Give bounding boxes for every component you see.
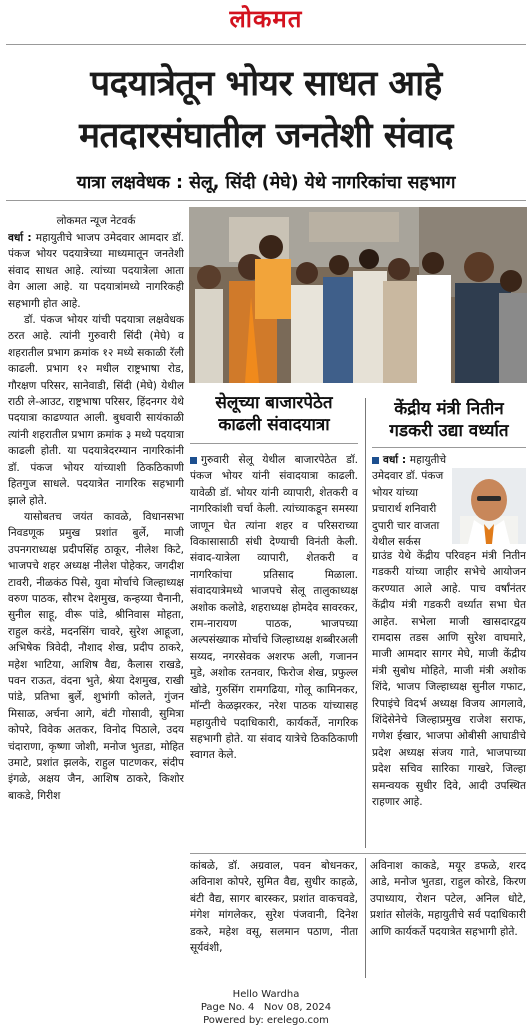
continuation-column-2 (190, 858, 358, 982)
headline-line-2: मतदारसंघातील जनतेशी संवाद (79, 116, 453, 156)
gadkari-article-body (372, 548, 526, 850)
bullet-square-icon (372, 457, 379, 464)
subheadline: यात्रा लक्षवेधक : सेलू, सिंदी (मेघे) येथे नागरिकांचा सहभाग (76, 173, 456, 193)
selu-headline-2: काढली संवादयात्रा (218, 415, 330, 435)
continuation-column-3 (370, 858, 526, 982)
selu-body-text: गुरुवारी सेलू येथील बाजारपेठेत डॉ. पंकज भोयर यांनी संवादयात्रा काढली. यावेळी डॉ. भोयर यांनी व्यापारी, शेतकरी व नागरिकांशी चर्चा केली. त्यांच्याकडून समस्या जाणून घेत त्यांना शहर व परिसराच्या विकासासाठी संधी देण्याची विनंती केली. संवाद-यात्रेला व्यापारी, शेतकरी व नागरिकांचा प्रतिसाद मिळाला. संवादयात्रेमध्ये भाजपचे सेलू तालुकाध्यक्ष अशोक कलोडे, शहराध्यक्ष होमदेव सावरकर, राम-नारायण पाठक, भाजपच्या अल्पसंख्याक मोर्चाचे जिल्हाध्यक्ष शब्बीरअली सय्यद, नगरसेवक अशरफ अली, गजानन मुडे, अशोक रतनवार, फिरोज शेख, प्रफुल्ल खोडे, गुरुसिंग रामगढिया, गोलू कामिनकर, मॉन्टी केळझरकर, नरेश पाठक यांच्यासह महायुतीचे पदाधिकारी, कार्यकर्ते, नागरिक सहभागी होते. या संवाद यात्रेचे ठिकठिकाणी स्वागत केले. (190, 454, 358, 762)
gadkari-headline-2: गडकरी उद्या वर्ध्यात (389, 421, 509, 441)
subheadline-divider (6, 200, 526, 201)
gadkari-dateline: वर्धा (383, 454, 399, 466)
page-footer (0, 988, 532, 1027)
bullet-square-icon (190, 457, 197, 464)
continuation-separator (365, 858, 366, 978)
gadkari-body-text: ग्राउंड येथे केंद्रीय परिवहन मंत्री नितीन गडकरी यांच्या जाहीर सभेचे आयोजन करण्यात आले आहे. पाच वर्षांनंतर केंद्रीय मंत्री गडकरी वर्ध्यात सभा घेत आहेत. सभेला माजी खासदारद्वय रामदास तडस आणि सुरेश वाघमारे, माजी आमदार सागर मेघे, माजी केंद्रीय मंत्री सुबोध मोहिते, माजी मंत्री अशोक शिंदे, भाजप जिल्हाध्यक्ष सुनील गफाट, रिपाइंचे विदर्भ अध्यक्ष विजय आगलावे, शिंदेसेनेचे जिल्हाप्रमुख राजेश सराफ, गणेश ईखार, भाजपा ओबीसी आघाडीचे प्रदेश अध्यक्ष संजय गाते, भाजपाच्या प्रदेश सचिव सारिका गाखरे, जिल्हा समन्वयक सुधीर दिवे, आदी उपस्थित राहणार आहे. (372, 550, 526, 809)
rally-photo-illustration (189, 207, 527, 383)
continuation-col2-text: कांबळे, डॉ. अग्रवाल, पवन बोधनकर, अविनाश कोपरे, सुमित वैद्य, सुधीर काहळे, बंटी वैद्य, सागर बारस्कर, प्रशांत वाकचवडे, मंगेश मांगलेकर, सुरेश पंजवानी, दिनेश डकरे, महेश वसू, सलमान पठाण, नीता सूर्यवंशी, (190, 860, 358, 955)
main-para-2: डॉ. पंकज भोयर यांची पदयात्रा लक्षवेधक ठरत आहे. त्यांनी गुरुवारी सिंदी (मेघे) व शहरातील प्रभाग क्रमांक १२ मध्ये सकाळी रॅली काढली. प्रभाग १२ मधील राष्ट्रभाषा रोड, गौरक्षण परिसर, सानेवाडी, सिंदी (मेघे) येथील राठी ले-आउट, राष्ट्रभाषा परिसर, हिंदनगर येथे पदयात्रा काढण्यात आली. बुधवारी सायंकाळी त्यांनी शहरातील प्रभाग क्रमांक ३ मध्ये पदयात्रा काढली होती. या पदयात्रेदरम्यान नागरिकांनी डॉ. पंकज भोयर यांच्याशी ठिकठिकाणी हितगुज साधले. पदयात्रेत नागरिक सहभागी झाले होते. (8, 314, 184, 507)
continuation-divider (190, 853, 526, 854)
gadkari-lead: वर्धा : महायुतीचे उमेदवार डॉ. पंकज भोयर यांच्या प्रचारार्थ शनिवारी दुपारी चार वाजता येथील सर्कस (372, 454, 447, 548)
masthead-divider (6, 44, 526, 45)
byline: लोकमत न्यूज नेटवर्क (56, 215, 136, 227)
gadkari-divider (372, 447, 526, 448)
main-article-column: वर्धा : महायुतीचे भाजप उमेदवार आमदार डॉ. पंकज भोयर पदयात्रेच्या माध्यमातून जनतेशी संवाद साधत आहे. त्यांच्या पदयात्रेला आता वेग आला आहे. या पदयात्रांमध्ये नागरिकही सहभागी होत आहे. डॉ. पंकज भोयर यांची पदयात्रा लक्षवेधक ठरत आहे. त्यांनी गुरुवारी सिंदी (मेघे) व शहरातील प्रभाग क्रमांक १२ मध्ये सकाळी रॅली काढली. प्रभाग १२ मधील राष्ट्रभाषा रोड, गौरक्षण परिसर, सानेवाडी, सिंदी (मेघे) येथील राठी ले-आउट, राष्ट्रभाषा परिसर, हिंदनगर येथे पदयात्रा काढण्यात आली. बुधवारी सायंकाळी त्यांनी शहरातील प्रभाग क्रमांक ३ मध्ये पदयात्रा काढली होती. या पदयात्रेदरम्यान नागरिकांनी डॉ. पंकज भोयर यांच्याशी ठिकठिकाणी हितगुज साधले. पदयात्रेत नागरिक सहभागी झाले होते. यासोबतच जयंत कावळे, विधानसभा निवडणूक प्रमुख प्रशांत बुर्ले, माजी उपनगराध्यक्ष प्रदीपसिंह ठाकूर, नीलेश किटे, भाजपचे शहर अध्यक्ष नीलेश पोहेकर, जगदीश टावरी, नीळकंठ पिसे, युवा मोर्चाचे जिल्हाध्यक्ष वरुण पाठक, सौरभ देशमुख, कन्हय्या चैनानी, सुनील साहू, वीरू पांडे, श्रीनिवास मोहता, राहुल करंडे, मदनसिंग चावरे, सुरेश आहूजा, अभिषेक त्रिवेदी, नौशाद शेख, प्रदीप ठाकरे, महेश भाटिया, आशिष वैद्य, कैलास राखडे, पवन राऊत, वंदना भुते, श्रेया देशमुख, राखी पांडे, प्रतिभा बुर्ले, शुभांगी कोलते, गुंजन मिसाळ, अर्चना आगे, बंटी गोसावी, सुमित्रा कोपरे, विवेक अतकर, विनोद पिठाले, उदय चंदाराणा, कृष्णा जोशी, मनोज भुतडा, मोहित उमाटे, प्रशांत झलके, राहुल पाटणकर, संदीप इंगळे, अक्षय जैन, आशिष ठाकरे, किशोर बाकडे, गिरीश (8, 230, 184, 982)
continuation-col3-text: अविनाश काकडे, मयूर डफळे, शरद आडे, मनोज भुतडा, राहुल कोरडे, किरण उपाध्याय, रोशन पटेल, अनिल धोटे, प्रशांत सोलंके, महायुतीचे सर्व पदाधिकारी आणि कार्यकर्ते पदयात्रेत सहभागी होते. (370, 860, 526, 938)
footer-edition: Hello Wardha (232, 989, 300, 1000)
footer-date: Nov 08, 2024 (263, 1002, 332, 1013)
headline-line-1: पदयात्रेतून भोयर साधत आहे (90, 64, 442, 104)
gadkari-lead-text: महायुतीचे उमेदवार डॉ. पंकज भोयर यांच्या प्रचारार्थ शनिवारी दुपारी चार वाजता येथील सर्कस (372, 454, 447, 548)
rally-photo (189, 207, 527, 383)
newspaper-logo: लोकमत (229, 4, 303, 33)
selu-divider (190, 443, 358, 444)
footer-page: Page No. 4 (200, 1002, 255, 1013)
dateline: वर्धा (8, 232, 24, 244)
main-para-1: महायुतीचे भाजप उमेदवार आमदार डॉ. पंकज भोयर पदयात्रेच्या माध्यमातून जनतेशी संवाद साधत आहे. त्यांच्या पदयात्रेला आता वेग आला आहे. या पदयात्रांमध्ये नागरिकही सहभागी होत आहे. (8, 232, 184, 310)
main-para-3: यासोबतच जयंत कावळे, विधानसभा निवडणूक प्रमुख प्रशांत बुर्ले, माजी उपनगराध्यक्ष प्रदीपसिंह ठाकूर, नीलेश किटे, भाजपचे शहर अध्यक्ष नीलेश पोहेकर, जगदीश टावरी, नीळकंठ पिसे, युवा मोर्चाचे जिल्हाध्यक्ष वरुण पाठक, सौरभ देशमुख, कन्हय्या चैनानी, सुनील साहू, वीरू पांडे, श्रीनिवास मोहता, राहुल करंडे, मदनसिंग चावरे, सुरेश आहूजा, अभिषेक त्रिवेदी, नौशाद शेख, प्रदीप ठाकरे, महेश भाटिया, आशिष वैद्य, कैलास राखडे, पवन राऊत, वंदना भुते, श्रेया देशमुख, राखी पांडे, प्रतिभा बुर्ले, शुभांगी कोलते, गुंजन मिसाळ, अर्चना आगे, बंटी गोसावी, सुमित्रा कोपरे, विवेक अतकर, विनोद पिठाले, उदय चंदाराणा, कृष्णा जोशी, मनोज भुतडा, मोहित उमाटे, प्रशांत झलके, राहुल पाटणकर, संदीप इंगळे, अक्षय जैन, आशिष ठाकरे, किशोर बाकडे, गिरीश (8, 510, 184, 802)
footer-powered: Powered by: erelego.com (203, 1015, 329, 1026)
portrait-illustration (452, 468, 526, 544)
selu-headline-1: सेलूच्या बाजारपेठेत (215, 393, 333, 413)
column-separator (365, 398, 366, 848)
selu-article-body (190, 452, 358, 852)
gadkari-headline-1: केंद्रीय मंत्री नितीन (394, 399, 504, 419)
gadkari-portrait (452, 468, 526, 544)
